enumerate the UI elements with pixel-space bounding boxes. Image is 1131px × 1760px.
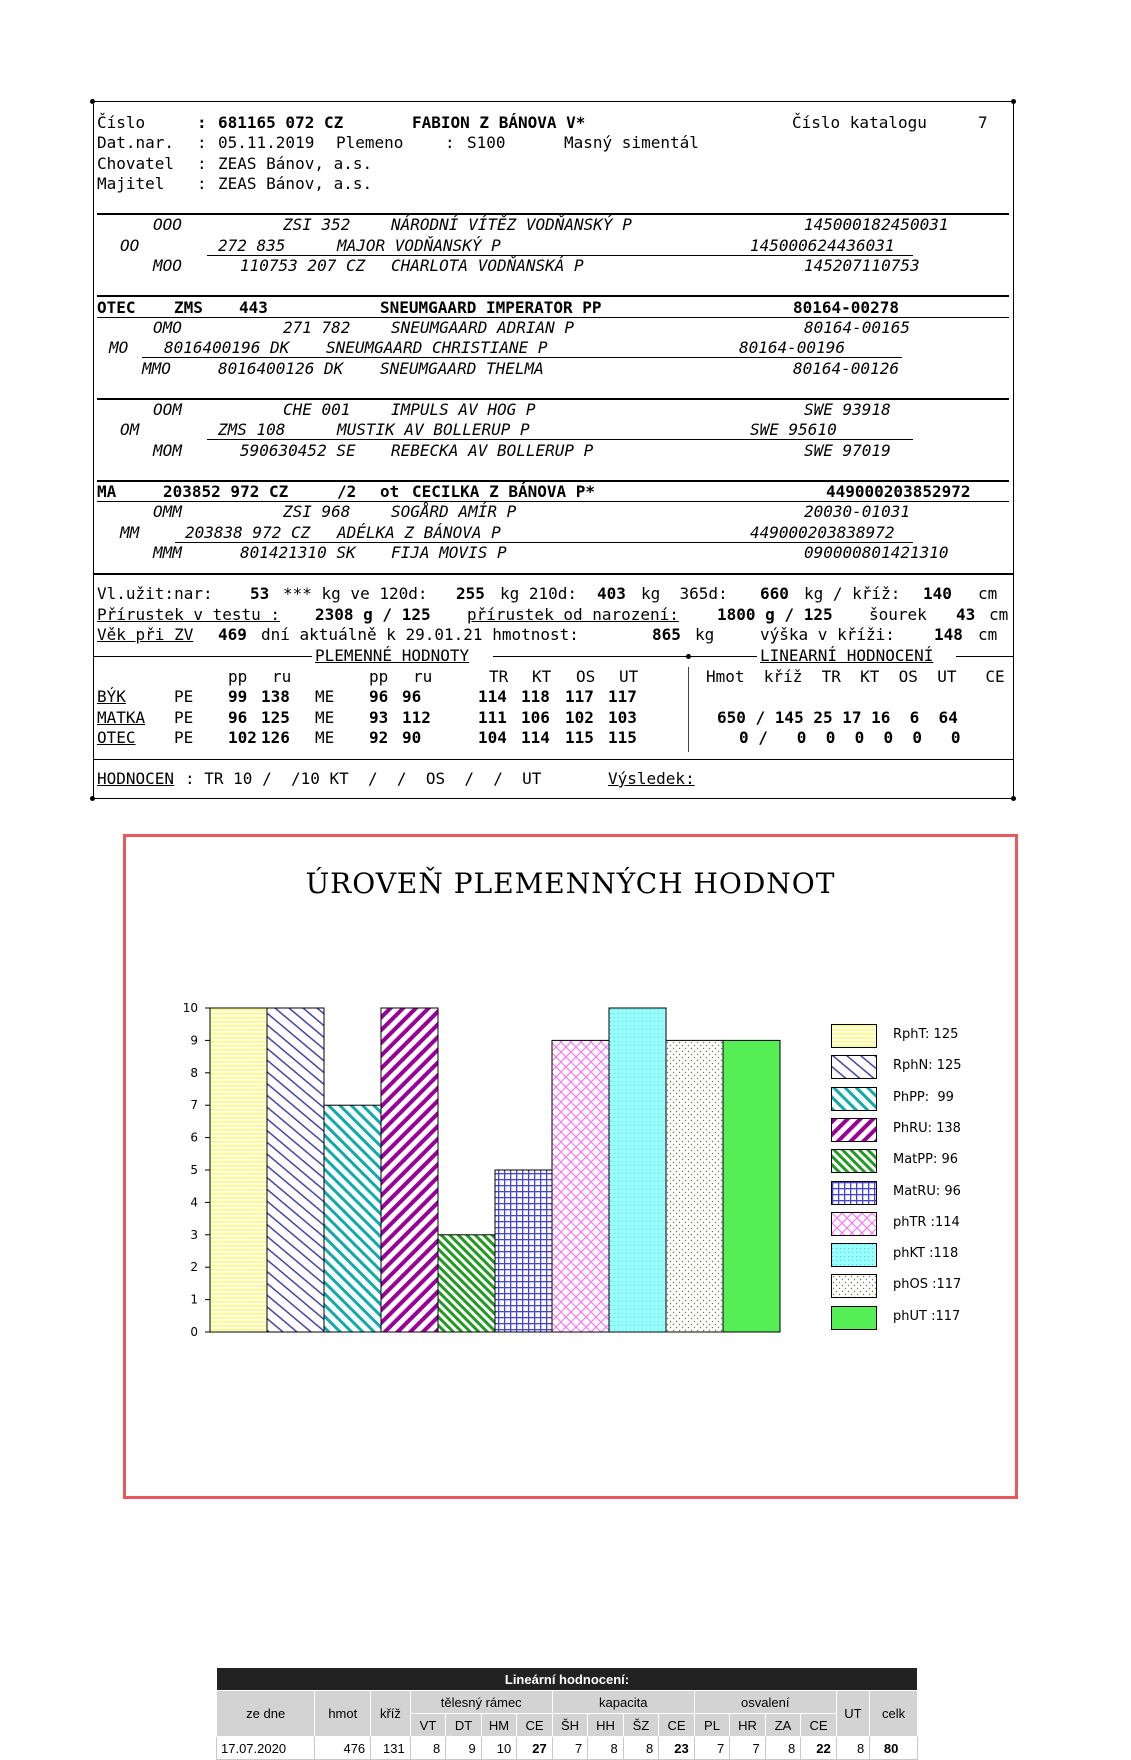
perf-2308: 2308 g / 125 [315, 605, 431, 624]
oom-name: IMPULS AV HOG P [391, 400, 536, 419]
th-telesny-ramec: tělesný rámec [410, 1691, 552, 1714]
value-cell-tr: 114 [478, 687, 507, 706]
bar-phOS [666, 1040, 723, 1332]
values-rule [493, 656, 689, 657]
section-rule [93, 759, 1013, 760]
oo-code: OO [120, 236, 140, 255]
th-sub-HH: HH [588, 1714, 624, 1737]
hodnoceni-label: HODNOCEN [97, 769, 175, 788]
perf-403: 403 [597, 584, 626, 603]
bar-MatPP [438, 1235, 495, 1332]
bar-phKT [609, 1008, 666, 1332]
mom-code: MOM [153, 441, 182, 460]
value-cell-pp: 96 [228, 708, 248, 727]
omo-code: OMO [153, 318, 182, 337]
value-cell-pp: 99 [228, 687, 248, 706]
otec-code: OTEC [97, 298, 136, 317]
om-name: MUSTIK AV BOLLERUP P [337, 420, 530, 439]
datnar-value: 05.11.2019 [218, 133, 315, 152]
values-rule [956, 656, 1013, 657]
animal-name: FABION Z BÁNOVA V* [412, 113, 586, 132]
linear-cell: 17.07.2020 [217, 1737, 315, 1760]
plemenne-title: PLEMENNÉ HODNOTY [315, 646, 470, 665]
value-cell-ru2: 112 [402, 708, 431, 727]
mo-name: SNEUMGAARD CHRISTIANE P [326, 338, 548, 357]
th-sub-VT: VT [410, 1714, 446, 1737]
mmm-name: FIJA MOVIS P [391, 543, 507, 562]
perf-line2-c: šourek [869, 605, 927, 624]
otec-num: 443 [239, 298, 268, 317]
legend-label: MatRU: 96 [893, 1183, 961, 1199]
ooo-reg: 145000182450031 [804, 215, 949, 234]
ma-extra: /2 [337, 482, 357, 501]
mmo-reg: 80164-00126 [793, 359, 899, 378]
col-kt: KT [532, 667, 552, 686]
lin-head: Hmot kříž TR KT OS UT CE [706, 667, 1005, 686]
th-celk: celk [870, 1691, 918, 1737]
linear-cell: 131 [371, 1737, 411, 1760]
chart-title: ÚROVEŇ PLEMENNÝCH HODNOT [305, 867, 836, 900]
ooo-id: ZSI 352 [283, 215, 351, 234]
omm-id: ZSI 968 [283, 502, 351, 521]
value-cell-pp2: 96 [369, 687, 389, 706]
col-ru: ru [272, 667, 292, 686]
th-hmot: hmot [315, 1691, 371, 1737]
perf-865: 865 [652, 625, 681, 644]
value-cell-pe: PE [174, 687, 194, 706]
value-cell-pp2: 93 [369, 708, 389, 727]
linear-cell: 8 [623, 1737, 659, 1760]
th-kapacita: kapacita [552, 1691, 694, 1714]
perf-469: 469 [218, 625, 247, 644]
perf-660: 660 [760, 584, 789, 603]
th-sub-DT: DT [446, 1714, 482, 1737]
perf-line1-c: kg 210d: [500, 584, 578, 603]
chovatel-label: Chovatel [97, 154, 175, 173]
majitel-value: ZEAS Bánov, a.s. [218, 174, 373, 193]
linear-cell: 22 [801, 1737, 837, 1760]
th-osvaleni: osvalení [694, 1691, 836, 1714]
linear-cell: 476 [315, 1737, 371, 1760]
perf-1800: 1800 g / 125 [717, 605, 833, 624]
linear-table-wrap [216, 1667, 918, 1760]
linear-data-row [217, 1737, 918, 1760]
value-cell-ru2: 96 [402, 687, 422, 706]
values-rule [93, 656, 312, 657]
chovatel-value: ZEAS Bánov, a.s. [218, 154, 373, 173]
oom-id: CHE 001 [283, 400, 351, 419]
value-cell-kt: 118 [521, 687, 550, 706]
perf-255: 255 [456, 584, 485, 603]
y-tick-label: 4 [190, 1195, 198, 1210]
perf-line3-a: Věk při ZV [97, 625, 194, 644]
legend-swatch [831, 1024, 877, 1048]
oo-name: MAJOR VODŇANSKÝ P [337, 236, 501, 255]
value-cell-pp2: 92 [369, 728, 389, 747]
col-pp2: pp [369, 667, 389, 686]
value-cell-os: 102 [565, 708, 594, 727]
otec-name: SNEUMGAARD IMPERATOR PP [380, 298, 602, 317]
mm-reg: 449000203838972 [750, 523, 895, 542]
datnar-label: Dat.nar. [97, 133, 175, 152]
bar-RphT [210, 1008, 267, 1332]
perf-line1-f: cm [978, 584, 998, 603]
linear-cell: 7 [730, 1737, 766, 1760]
top-rule [92, 101, 1013, 102]
perf-line3-e: cm [978, 625, 998, 644]
legend-swatch [831, 1055, 877, 1079]
y-tick-label: 3 [190, 1227, 198, 1242]
linear-table [216, 1667, 918, 1760]
ooo-code: OOO [153, 215, 182, 234]
value-cell-me: ME [315, 708, 335, 727]
legend-swatch [831, 1149, 877, 1173]
th-sub-ŠH: ŠH [552, 1714, 588, 1737]
linear-cell: 7 [552, 1737, 588, 1760]
th-ze-dne: ze dne [217, 1691, 315, 1737]
ma-name: CECILKA Z BÁNOVA P* [412, 482, 596, 501]
ma-id: 203852 972 CZ [163, 482, 289, 501]
right-rule [1013, 104, 1014, 799]
moo-name: CHARLOTA VODŇANSKÁ P [391, 256, 584, 275]
plemeno-label: Plemeno [336, 133, 404, 152]
legend-label: phUT :117 [893, 1308, 961, 1324]
legend-label: phTR :114 [893, 1214, 960, 1230]
th-sub-ZA: ZA [765, 1714, 801, 1737]
legend-swatch [831, 1087, 877, 1111]
catalog-document [0, 0, 1131, 830]
y-tick-label: 8 [190, 1065, 198, 1080]
bar-phTR [552, 1040, 609, 1332]
moo-code: MOO [153, 256, 182, 275]
value-cell-ru2: 90 [402, 728, 422, 747]
katalog-value: 7 [978, 113, 988, 132]
bar-RphN [267, 1008, 324, 1332]
oo-id: 272 835 [218, 236, 286, 255]
col-pp: pp [228, 667, 248, 686]
majitel-colon: : [197, 174, 207, 193]
oom-reg: SWE 93918 [804, 400, 891, 419]
perf-line1-e: kg / kříž: [804, 584, 901, 603]
th-sub-CE: CE [517, 1714, 553, 1737]
perf-line3-c: kg [695, 625, 715, 644]
mo-code: MO [109, 338, 129, 357]
ooo-name: NÁRODNÍ VÍTĚZ VODŇANSKÝ P [391, 215, 632, 234]
legend-label: RphT: 125 [893, 1027, 959, 1042]
value-cell-lin: 650 / 145 25 17 16 6 64 [717, 708, 958, 727]
col-ut: UT [619, 667, 639, 686]
perf-140: 140 [923, 584, 952, 603]
th-sub-CE: CE [801, 1714, 837, 1737]
linear-cell: 10 [481, 1737, 517, 1760]
mom-id: 590630452 SE [240, 441, 356, 460]
chart-panel [123, 834, 1018, 1756]
value-cell-label: BÝK [97, 687, 126, 706]
section-rule [97, 295, 1009, 297]
mm-id: 203838 972 CZ [185, 523, 311, 542]
linear-cell: 80 [870, 1737, 918, 1760]
perf-line1-d: kg 365d: [641, 584, 728, 603]
value-cell-label: MATKA [97, 708, 146, 727]
legend-label: MatPP: 96 [893, 1152, 959, 1168]
mmm-reg: 090000801421310 [804, 543, 949, 562]
legend-swatch [831, 1274, 877, 1298]
y-tick-label: 1 [190, 1292, 198, 1307]
col-tr: TR [489, 667, 509, 686]
value-cell-ru: 126 [261, 728, 290, 747]
ma-reg: 449000203852972 [826, 482, 971, 501]
majitel-label: Majitel [97, 174, 165, 193]
value-cell-kt: 114 [521, 728, 550, 747]
oom-code: OOM [153, 400, 182, 419]
linear-cell: 27 [517, 1737, 553, 1760]
perf-148: 148 [934, 625, 963, 644]
value-cell-ru: 138 [261, 687, 290, 706]
legend-label: RphN: 125 [893, 1058, 962, 1074]
y-tick-label: 0 [190, 1325, 198, 1339]
omm-reg: 20030-01031 [804, 502, 910, 521]
value-cell-ut: 103 [608, 708, 637, 727]
perf-line2-b: přírustek od narození: [467, 605, 679, 624]
value-cell-me: ME [315, 728, 335, 747]
perf-line3-b: dní aktuálně k 29.01.21 hmotnost: [261, 625, 579, 644]
y-tick-label: 2 [190, 1260, 198, 1275]
mmm-id: 801421310 SK [240, 543, 356, 562]
mom-name: REBECKA AV BOLLERUP P [391, 441, 594, 460]
perf-43: 43 [956, 605, 976, 624]
cislo-colon: : [197, 113, 207, 132]
ma-ot: ot [380, 482, 400, 501]
legend-swatch [831, 1181, 877, 1205]
chovatel-colon: : [197, 154, 207, 173]
perf-line2-a: Přírustek v testu : [97, 605, 281, 624]
value-cell-os: 115 [565, 728, 594, 747]
values-rule [691, 656, 757, 657]
om-code: OM [120, 420, 140, 439]
legend-swatch [831, 1243, 877, 1267]
moo-id: 110753 207 CZ [240, 256, 366, 275]
legend-swatch [831, 1306, 877, 1330]
th-sub-PL: PL [694, 1714, 730, 1737]
linear-table-title: Lineární hodnocení: [217, 1668, 918, 1691]
y-tick-label: 9 [190, 1033, 198, 1048]
value-cell-ut: 117 [608, 687, 637, 706]
left-rule [93, 104, 94, 799]
th-sub-ŠZ: ŠZ [623, 1714, 659, 1737]
omm-name: SOGÅRD AMÍR P [391, 502, 517, 521]
value-cell-kt: 106 [521, 708, 550, 727]
bar-chart [126, 837, 1015, 1496]
otec-reg: 80164-00278 [793, 298, 899, 317]
value-cell-lin: 0 / 0 0 0 0 0 0 [739, 728, 961, 747]
omo-name: SNEUMGAARD ADRIAN P [391, 318, 575, 337]
mo-underline [142, 357, 902, 358]
mmo-code: MMO [142, 359, 171, 378]
plemeno-name: Masný simentál [564, 133, 699, 152]
mom-reg: SWE 97019 [804, 441, 891, 460]
mm-name: ADÉLKA Z BÁNOVA P [337, 523, 501, 542]
linear-cell: 7 [694, 1737, 730, 1760]
ma-code: MA [97, 482, 117, 501]
omm-code: OMM [153, 502, 182, 521]
plemeno-code: S100 [467, 133, 506, 152]
omo-id: 271 782 [283, 318, 351, 337]
value-cell-me: ME [315, 687, 335, 706]
value-cell-pp: 102 [228, 728, 257, 747]
value-cell-tr: 104 [478, 728, 507, 747]
mmo-id: 8016400126 DK [218, 359, 344, 378]
th-sub-HR: HR [730, 1714, 766, 1737]
plemeno-colon: : [445, 133, 455, 152]
bar-PhRU [381, 1008, 438, 1332]
mmo-name: SNEUMGAARD THELMA [380, 359, 544, 378]
value-cell-ru: 125 [261, 708, 290, 727]
bottom-rule [92, 798, 1013, 799]
otec-id: ZMS [174, 298, 203, 317]
perf-line2-d: cm [989, 605, 1009, 624]
value-cell-pe: PE [174, 728, 194, 747]
th-sub-HM: HM [481, 1714, 517, 1737]
linear-cell: 23 [659, 1737, 695, 1760]
om-underline [207, 439, 913, 440]
omo-reg: 80164-00165 [804, 318, 910, 337]
value-cell-os: 117 [565, 687, 594, 706]
bar-PhPP [324, 1105, 381, 1332]
bar-MatRU [495, 1170, 552, 1332]
th-ut: UT [836, 1691, 869, 1737]
legend-label: phOS :117 [893, 1277, 962, 1293]
th-sub-CE: CE [659, 1714, 695, 1737]
col-os: OS [576, 667, 596, 686]
y-tick-label: 5 [190, 1163, 198, 1177]
section-rule [93, 573, 1013, 575]
linear-cell: 9 [446, 1737, 482, 1760]
perf-line1-b: *** kg ve 120d: [283, 584, 428, 603]
value-cell-pe: PE [174, 708, 194, 727]
om-reg: SWE 95610 [750, 420, 837, 439]
values-divider [688, 667, 689, 752]
perf-line1-a: Vl.užit:nar: [97, 584, 213, 603]
datnar-colon: : [197, 133, 207, 152]
legend-swatch [831, 1212, 877, 1236]
cislo-label: Číslo [97, 113, 146, 132]
mo-reg: 80164-00196 [739, 338, 845, 357]
bar-phUT [723, 1040, 780, 1332]
oo-reg: 145000624436031 [750, 236, 895, 255]
linear-cell: 8 [765, 1737, 801, 1760]
cislo-value: 681165 072 CZ [218, 113, 344, 132]
y-tick-label: 10 [182, 1001, 198, 1015]
mo-id: 8016400196 DK [164, 338, 290, 357]
y-tick-label: 6 [190, 1130, 198, 1145]
th-kriz: kříž [371, 1691, 411, 1737]
linear-cell: 8 [836, 1737, 869, 1760]
linearni-title: LINEARNÍ HODNOCENÍ [760, 646, 934, 665]
y-tick-label: 7 [190, 1098, 198, 1113]
legend-swatch [831, 1118, 877, 1142]
perf-53: 53 [250, 584, 270, 603]
linear-cell: 8 [410, 1737, 446, 1760]
mmm-code: MMM [153, 543, 182, 562]
legend-label: phKT :118 [893, 1246, 959, 1262]
hodnoceni-vysledek: Výsledek: [608, 769, 695, 788]
legend-label: PhRU: 138 [893, 1120, 961, 1136]
col-ru2: ru [413, 667, 433, 686]
value-cell-label: OTEC [97, 728, 136, 747]
hodnoceni-text: : TR 10 / /10 KT / / OS / / UT [185, 769, 542, 788]
linear-cell: 8 [588, 1737, 624, 1760]
om-id: ZMS 108 [218, 420, 286, 439]
value-cell-ut: 115 [608, 728, 637, 747]
katalog-label: Číslo katalogu [792, 113, 927, 132]
moo-reg: 145207110753 [804, 256, 920, 275]
value-cell-tr: 111 [478, 708, 507, 727]
perf-line3-d: výška v kříži: [760, 625, 895, 644]
mm-code: MM [120, 523, 140, 542]
legend-label: PhPP: 99 [893, 1089, 954, 1105]
